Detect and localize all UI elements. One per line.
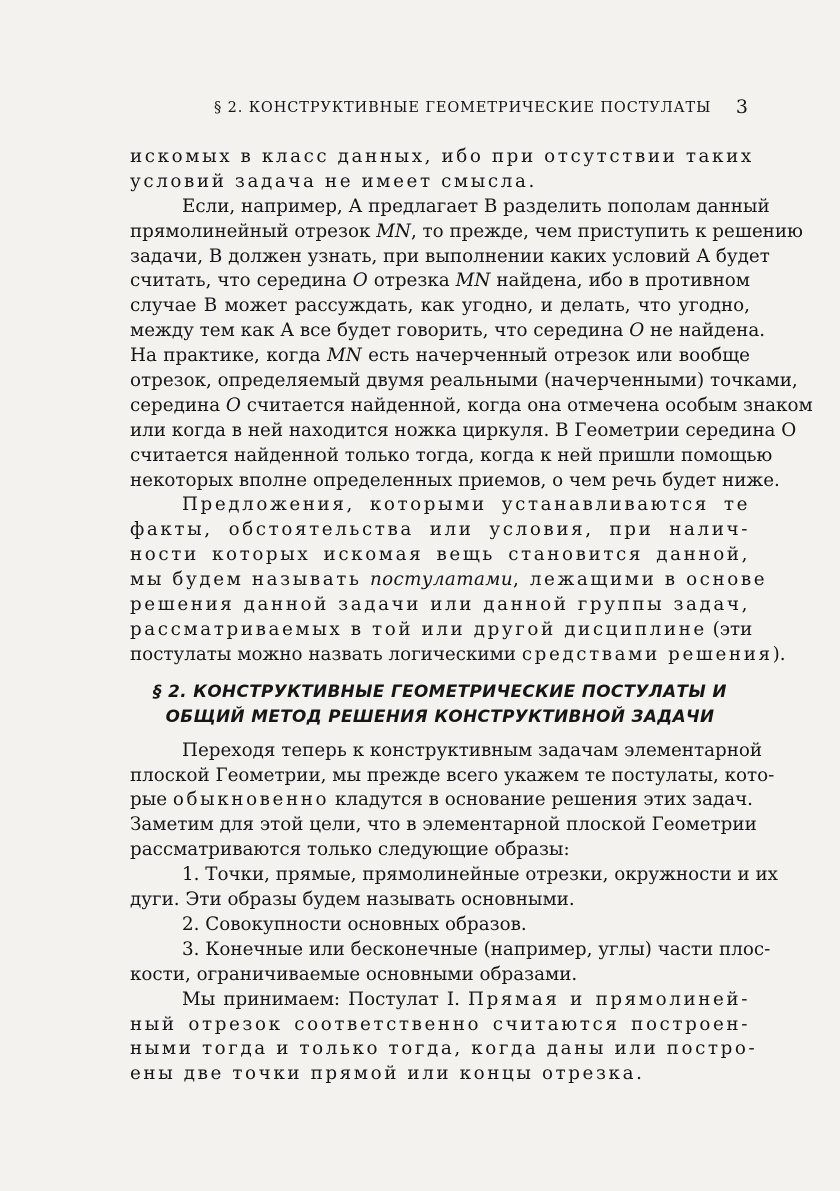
text-line: На практике, когда MN есть начерченный отрезок или вообще [130, 345, 751, 367]
running-head: § 2. КОНСТРУКТИВНЫЕ ГЕОМЕТРИЧЕСКИЕ ПОСТУЛАТЫ [214, 100, 712, 116]
list [130, 863, 778, 987]
paragraph-1 [130, 145, 754, 195]
text-line: ный отрезок соответственно считаются построен- [130, 1013, 750, 1035]
text-line: решения данной задачи или данной группы задач, [130, 594, 750, 616]
text-line: рассматриваются только следующие образы: [130, 839, 570, 861]
list-item: 1. Точки, прямые, прямолинейные отрезки, окружности и их [182, 864, 778, 886]
text-line: считается найденной только тогда, когда к ней пришли помощью [130, 444, 773, 466]
text-line: или когда в ней находится ножка циркуля. В Геометрии середина O [130, 419, 797, 441]
text-line: Предложения, которыми устанавливаются те [182, 494, 750, 516]
text-line: считать, что середина O отрезка MN найдена, ибо в противном [130, 270, 750, 292]
paragraph-4 [130, 739, 775, 863]
text-line: Если, например, А предлагает В разделить пополам данный [182, 195, 770, 217]
text-line: случае В может рассуждать, как угодно, и делать, что угодно, [130, 295, 750, 317]
text-line: ности которых искомая вещь становится данной, [130, 544, 750, 566]
text-line: Мы принимаем: Постулат I. Прямая и прямолиней- [182, 988, 750, 1010]
text-line: факты, обстоятельства или условия, при налич- [130, 519, 750, 541]
page-number: 3 [735, 96, 748, 118]
section-title-line: ОБЩИЙ МЕТОД РЕШЕНИЯ КОНСТРУКТИВНОЙ ЗАДАЧИ [165, 705, 715, 726]
text-line: между тем как А все будет говорить, что середина O не найдена. [130, 320, 766, 342]
text-line: плоской Геометрии, мы прежде всего укажем те постулаты, кото- [130, 764, 775, 786]
text-line: условий задача не имеет смысла. [130, 170, 537, 192]
text-line: середина O считается найденной, когда она отмечена особым знаком [130, 394, 813, 416]
text-line: мы будем называть постулатами, лежащими в основе [130, 569, 768, 591]
text-line: отрезок, определяемый двумя реальными (начерченными) точками, [130, 370, 798, 392]
text-line: рые обыкновенно кладутся в основание решения этих задач. [130, 789, 753, 811]
page-header [130, 96, 750, 124]
text-line: некоторых вполне определенных приемов, о чем речь будет ниже. [130, 469, 780, 491]
text-line: постулаты можно назвать логическими средствами решения). [130, 643, 786, 665]
page-body [130, 145, 813, 1087]
text-line: ены две точки прямой или концы отрезка. [130, 1063, 645, 1085]
list-item: 3. Конечные или бесконечные (например, углы) части плос- [182, 938, 771, 960]
text-line: рассматриваемых в той или другой дисциплине (эти [130, 618, 753, 640]
list-item-continuation: кости, ограничиваемые основными образами. [130, 963, 578, 985]
text-line: прямолинейный отрезок MN, то прежде, чем приступить к решению [130, 220, 803, 242]
paragraph-5 [130, 988, 758, 1088]
section-title-line: § 2. КОНСТРУКТИВНЫЕ ГЕОМЕТРИЧЕСКИЕ ПОСТУЛАТЫ И [153, 680, 727, 701]
list-item: 2. Совокупности основных образов. [182, 913, 527, 935]
section-heading [130, 679, 750, 729]
text-line: Переходя теперь к конструктивным задачам элементарной [182, 739, 763, 761]
paragraph-3 [130, 493, 786, 667]
text-line: искомых в класс данных, ибо при отсутствии таких [130, 146, 754, 167]
paragraph-2 [130, 195, 813, 494]
text-line: ными тогда и только тогда, когда даны или постро- [130, 1038, 758, 1060]
list-item-continuation: дуги. Эти образы будем называть основными. [130, 889, 575, 911]
text-line: Заметим для этой цели, что в элементарной плоской Геометрии [130, 814, 757, 836]
text-line: задачи, В должен узнать, при выполнении каких условий А будет [130, 245, 770, 267]
